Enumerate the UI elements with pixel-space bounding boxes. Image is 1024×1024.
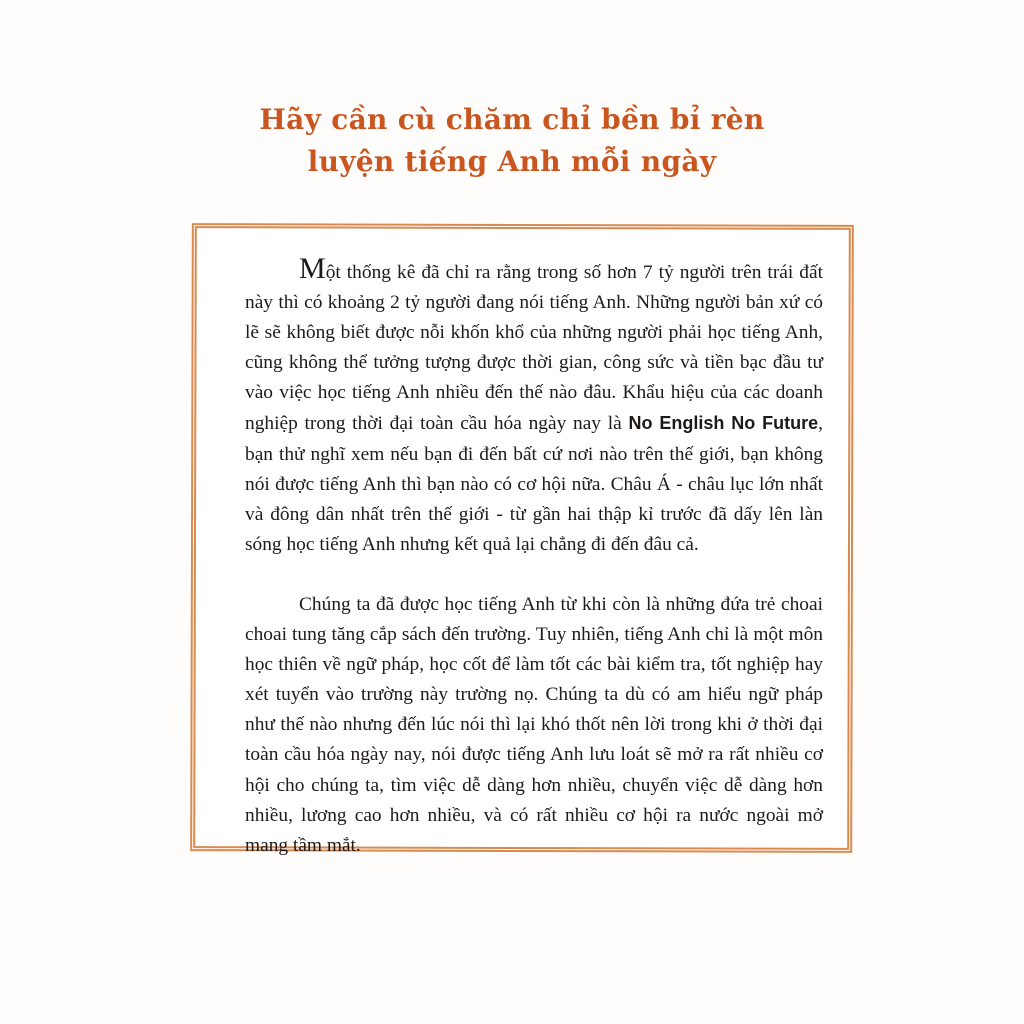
paragraph-1 [245, 252, 823, 560]
slogan-bold: No English No Future [628, 413, 819, 434]
dropcap: M [299, 252, 326, 285]
title-line-2: luyện tiếng Anh mỗi ngày [307, 144, 717, 178]
title-line-1: Hãy cần cù chăm chỉ bền bỉ rèn [259, 102, 765, 136]
framed-body-text [245, 252, 823, 861]
paragraph-1-text-b: , bạn thử nghĩ xem nếu bạn đi đến bất cứ nơi nào trên thế giới, bạn không nói được tiếng Anh thì bạn nào có cơ hội nữa. Châu Á - châu lục lớn nhất và đông dân nhất trên thế giới - từ gần hai thập kỉ trước đã dấy lên làn sóng học tiếng Anh nhưng kết quả lại chẳng đi đến đâu cả. [245, 413, 823, 555]
paragraph-1-text-a: ột thống kê đã chỉ ra rằng trong số hơn 7 tỷ người trên trái đất này thì có khoảng 2 tỷ người đang nói tiếng Anh. Những người bản xứ có lẽ sẽ không biết được nỗi khốn khổ của những người phải học tiếng Anh, cũng không thể tưởng tượng được thời gian, công sức và tiền bạc đầu tư vào việc học tiếng Anh nhiều đến thế nào đâu. Khẩu hiệu của các doanh nghiệp trong thời đại toàn cầu hóa ngày nay là [245, 262, 823, 435]
paragraph-2: Chúng ta đã được học tiếng Anh từ khi còn là những đứa trẻ choai choai tung tăng cắp sách đến trường. Tuy nhiên, tiếng Anh chỉ là một môn học thiên về ngữ pháp, học cốt để làm tốt các bài kiểm tra, tốt nghiệp hay xét tuyển vào trường này trường nọ. Chúng ta dù có am hiểu ngữ pháp như thế nào nhưng đến lúc nói thì lại khó thốt nên lời trong khi ở thời đại toàn cầu hóa ngày nay, nói được tiếng Anh lưu loát sẽ mở ra rất nhiều cơ hội cho chúng ta, tìm việc dễ dàng hơn nhiều, chuyển việc dễ dàng hơn nhiều, lương cao hơn nhiều, và có rất nhiều cơ hội ra nước ngoài mở mang tầm mắt. [245, 593, 823, 856]
page-title [0, 99, 1024, 183]
